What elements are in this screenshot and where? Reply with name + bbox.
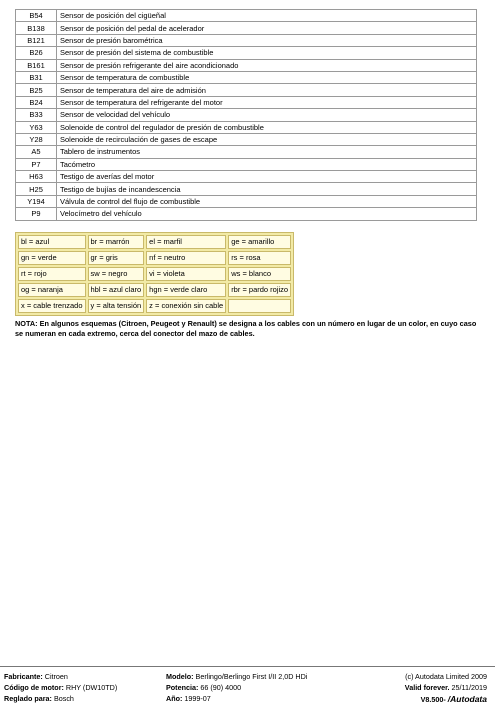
- component-code: B54: [16, 10, 57, 22]
- component-code: Y28: [16, 133, 57, 145]
- version-label: V8.500-: [420, 695, 446, 704]
- footer: [0, 666, 495, 704]
- component-description: Sensor de presión del sistema de combustible: [57, 47, 477, 59]
- component-row: [16, 96, 477, 108]
- component-code: H25: [16, 183, 57, 195]
- component-code: Y63: [16, 121, 57, 133]
- component-code: H63: [16, 171, 57, 183]
- component-row: [16, 171, 477, 183]
- autodata-logo: /Autodata: [447, 694, 487, 704]
- color-code-cell: br = marrón: [88, 235, 145, 249]
- component-row: [16, 109, 477, 121]
- component-code: B24: [16, 96, 57, 108]
- power-value: 66 (90) 4000: [200, 683, 242, 692]
- component-description: Testigo de averías del motor: [57, 171, 477, 183]
- component-description: Válvula de control del flujo de combustible: [57, 195, 477, 207]
- component-description: Sensor de temperatura del refrigerante del motor: [57, 96, 477, 108]
- wire-color-code-table: [15, 232, 294, 316]
- footer-power: [166, 683, 241, 693]
- component-description: Tacómetro: [57, 158, 477, 170]
- model-value: Berlingo/Berlingo First I/II 2,0D HDi: [195, 672, 308, 681]
- component-row: [16, 47, 477, 59]
- model-label: Modelo:: [166, 672, 194, 681]
- color-code-cell: y = alta tensión: [88, 299, 145, 313]
- color-code-cell: sw = negro: [88, 267, 145, 281]
- color-code-cell: el = marfil: [146, 235, 226, 249]
- component-code: B121: [16, 34, 57, 46]
- component-code: Y194: [16, 195, 57, 207]
- footer-manufacturer: [4, 672, 68, 682]
- color-code-cell: gn = verde: [18, 251, 86, 265]
- color-code-row: [18, 235, 291, 249]
- tuned-for-value: Bosch: [53, 694, 74, 703]
- footer-engine-code: [4, 683, 117, 693]
- component-description: Sensor de velocidad del vehículo: [57, 109, 477, 121]
- component-row: [16, 121, 477, 133]
- color-code-cell: z = conexión sin cable: [146, 299, 226, 313]
- component-code: B25: [16, 84, 57, 96]
- color-code-row: [18, 299, 291, 313]
- color-code-cell: gr = gris: [88, 251, 145, 265]
- component-code: B33: [16, 109, 57, 121]
- color-code-cell: og = naranja: [18, 283, 86, 297]
- tuned-for-label: Reglado para:: [4, 694, 52, 703]
- component-description: Testigo de bujías de incandescencia: [57, 183, 477, 195]
- component-row: [16, 59, 477, 71]
- component-code: P7: [16, 158, 57, 170]
- component-row: [16, 71, 477, 83]
- year-label: Año:: [166, 694, 183, 703]
- component-row: [16, 195, 477, 207]
- component-code: A5: [16, 146, 57, 158]
- component-code: B138: [16, 22, 57, 34]
- color-code-cell: [228, 299, 291, 313]
- component-row: [16, 22, 477, 34]
- color-code-cell: hgn = verde claro: [146, 283, 226, 297]
- color-code-cell: hbl = azul claro: [88, 283, 145, 297]
- component-description: Sensor de posición del pedal de acelerador: [57, 22, 477, 34]
- component-code: B31: [16, 71, 57, 83]
- manufacturer-value: Citroen: [44, 672, 68, 681]
- component-row: [16, 208, 477, 220]
- component-code: P9: [16, 208, 57, 220]
- component-row: [16, 183, 477, 195]
- note-text: NOTA: En algunos esquemas (Citroen, Peugeot y Renault) se designa a los cables con un número en lugar de un color, en cuyo caso se numeran en cada extremo, cerca del conector del mazo de cables.: [15, 319, 477, 338]
- footer-model: [166, 672, 307, 682]
- color-code-row: [18, 267, 291, 281]
- color-code-cell: rt = rojo: [18, 267, 86, 281]
- color-code-cell: nf = neutro: [146, 251, 226, 265]
- color-code-cell: x = cable trenzado: [18, 299, 86, 313]
- year-value: 1999-07: [184, 694, 211, 703]
- component-description: Sensor de temperatura de combustible: [57, 71, 477, 83]
- color-code-row: [18, 283, 291, 297]
- component-description: Solenoide de recirculación de gases de escape: [57, 133, 477, 145]
- component-row: [16, 84, 477, 96]
- color-code-cell: bl = azul: [18, 235, 86, 249]
- component-description: Sensor de presión refrigerante del aire acondicionado: [57, 59, 477, 71]
- component-description: Tablero de instrumentos: [57, 146, 477, 158]
- wire-color-code-body: [18, 235, 291, 313]
- engine-code-value: RHY (DW10TD): [65, 683, 118, 692]
- component-description: Solenoide de control del regulador de presión de combustible: [57, 121, 477, 133]
- validity-date: 25/11/2019: [451, 683, 487, 692]
- color-code-cell: vi = violeta: [146, 267, 226, 281]
- component-row: [16, 10, 477, 22]
- color-code-cell: ge = amarillo: [228, 235, 291, 249]
- color-code-cell: ws = blanco: [228, 267, 291, 281]
- component-row: [16, 158, 477, 170]
- component-code: B161: [16, 59, 57, 71]
- manufacturer-label: Fabricante:: [4, 672, 43, 681]
- component-description: Sensor de temperatura del aire de admisión: [57, 84, 477, 96]
- component-row: [16, 34, 477, 46]
- validity-label: Valid forever.: [404, 683, 450, 692]
- footer-validity: [405, 683, 487, 693]
- component-description: Velocímetro del vehículo: [57, 208, 477, 220]
- component-row: [16, 146, 477, 158]
- footer-copyright: (c) Autodata Limited 2009: [405, 672, 487, 681]
- color-code-row: [18, 251, 291, 265]
- power-label: Potencia:: [166, 683, 199, 692]
- component-table-body: [16, 10, 477, 221]
- footer-year: [166, 694, 211, 704]
- component-description: Sensor de posición del cigüeñal: [57, 10, 477, 22]
- color-code-cell: rs = rosa: [228, 251, 291, 265]
- engine-code-label: Código de motor:: [4, 683, 64, 692]
- component-code: B26: [16, 47, 57, 59]
- component-row: [16, 133, 477, 145]
- footer-tuned-for: [4, 694, 74, 704]
- component-description: Sensor de presión barométrica: [57, 34, 477, 46]
- component-table: [15, 9, 477, 221]
- color-code-cell: rbr = pardo rojizo: [228, 283, 291, 297]
